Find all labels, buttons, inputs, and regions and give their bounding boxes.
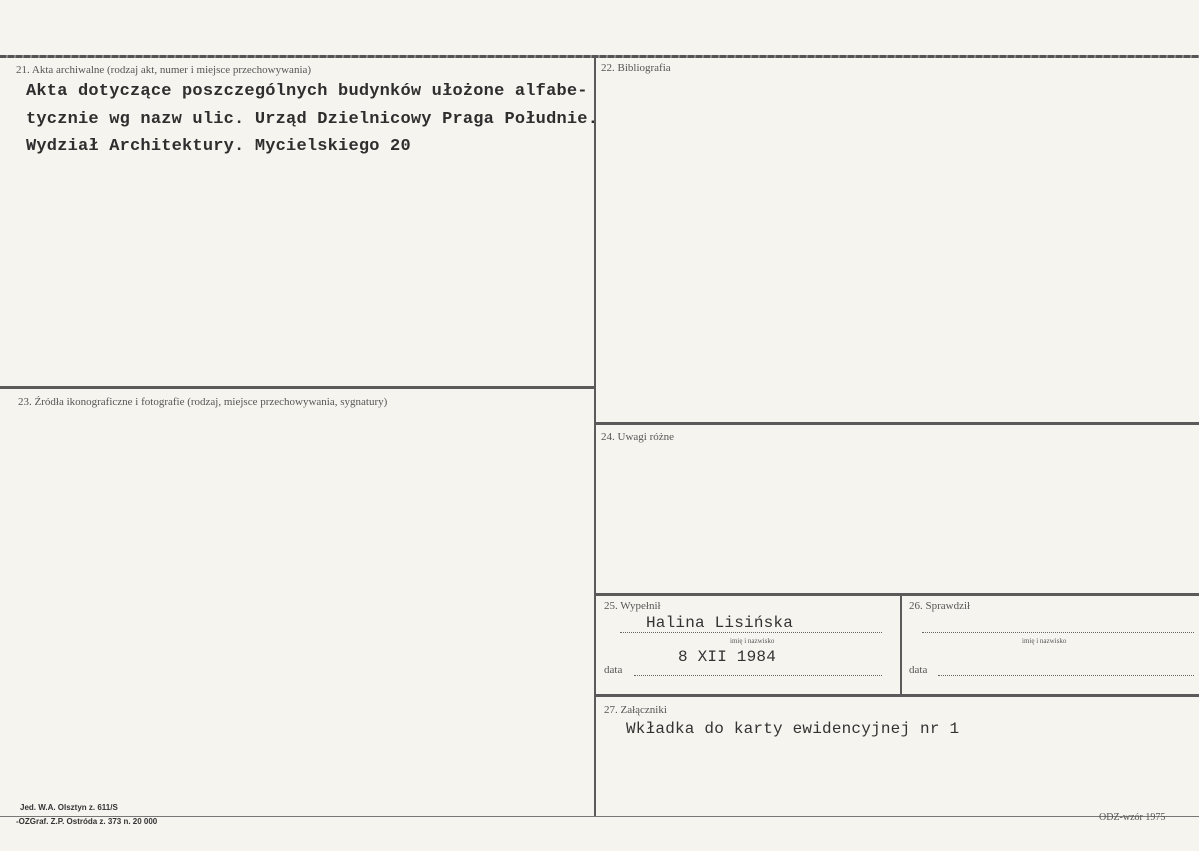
filled-by-date: 8 XII 1984 bbox=[678, 648, 777, 666]
checked-by-name-caption: imię i nazwisko bbox=[1022, 637, 1067, 645]
form-template-id: ODZ-wzór 1975 bbox=[1099, 812, 1166, 823]
print-info-line-2: -OZGraf. Z.P. Ostróda z. 373 n. 20 000 bbox=[16, 817, 158, 826]
divider-24-25 bbox=[596, 593, 1199, 596]
section-21-line-3: Wydział Architektury. Mycielskiego 20 bbox=[26, 137, 411, 156]
divider-25-26 bbox=[900, 595, 902, 695]
section-24-label: 24. Uwagi różne bbox=[601, 431, 675, 443]
filled-by-name: Halina Lisińska bbox=[646, 614, 794, 632]
section-21-label: 21. Akta archiwalne (rodzaj akt, numer i miejsce przechowywania) bbox=[16, 64, 312, 76]
filled-by-name-caption: imię i nazwisko bbox=[730, 637, 775, 645]
divider-21-23 bbox=[0, 386, 594, 389]
section-21-line-2: tycznie wg nazw ulic. Urząd Dzielnicowy Praga Południe. bbox=[26, 110, 599, 129]
checked-by-name-line bbox=[922, 632, 1194, 633]
bottom-border bbox=[0, 816, 1199, 817]
filled-by-date-label: data bbox=[604, 664, 623, 676]
section-23-label: 23. Źródła ikonograficzne i fotografie (rodzaj, miejsce przechowywania, sygnatury) bbox=[18, 396, 388, 408]
attachments-text: Wkładka do karty ewidencyjnej nr 1 bbox=[626, 720, 960, 738]
section-27-label: 27. Załączniki bbox=[604, 704, 667, 716]
section-21-line-1: Akta dotyczące poszczególnych budynków ułożone alfabe- bbox=[26, 82, 588, 101]
center-divider bbox=[594, 57, 596, 817]
checked-by-date-line bbox=[938, 675, 1194, 676]
divider-25-27 bbox=[596, 694, 1199, 697]
top-border bbox=[0, 55, 1199, 58]
section-26-label: 26. Sprawdził bbox=[909, 600, 971, 612]
print-info-line-1: Jed. W.A. Olsztyn z. 611/S bbox=[20, 803, 118, 812]
filled-by-date-line bbox=[634, 675, 882, 676]
checked-by-date-label: data bbox=[909, 664, 928, 676]
filled-by-name-line bbox=[620, 632, 882, 633]
section-22-label: 22. Bibliografia bbox=[601, 62, 671, 74]
section-25-label: 25. Wypełnił bbox=[604, 600, 661, 612]
divider-22-24 bbox=[596, 422, 1199, 425]
